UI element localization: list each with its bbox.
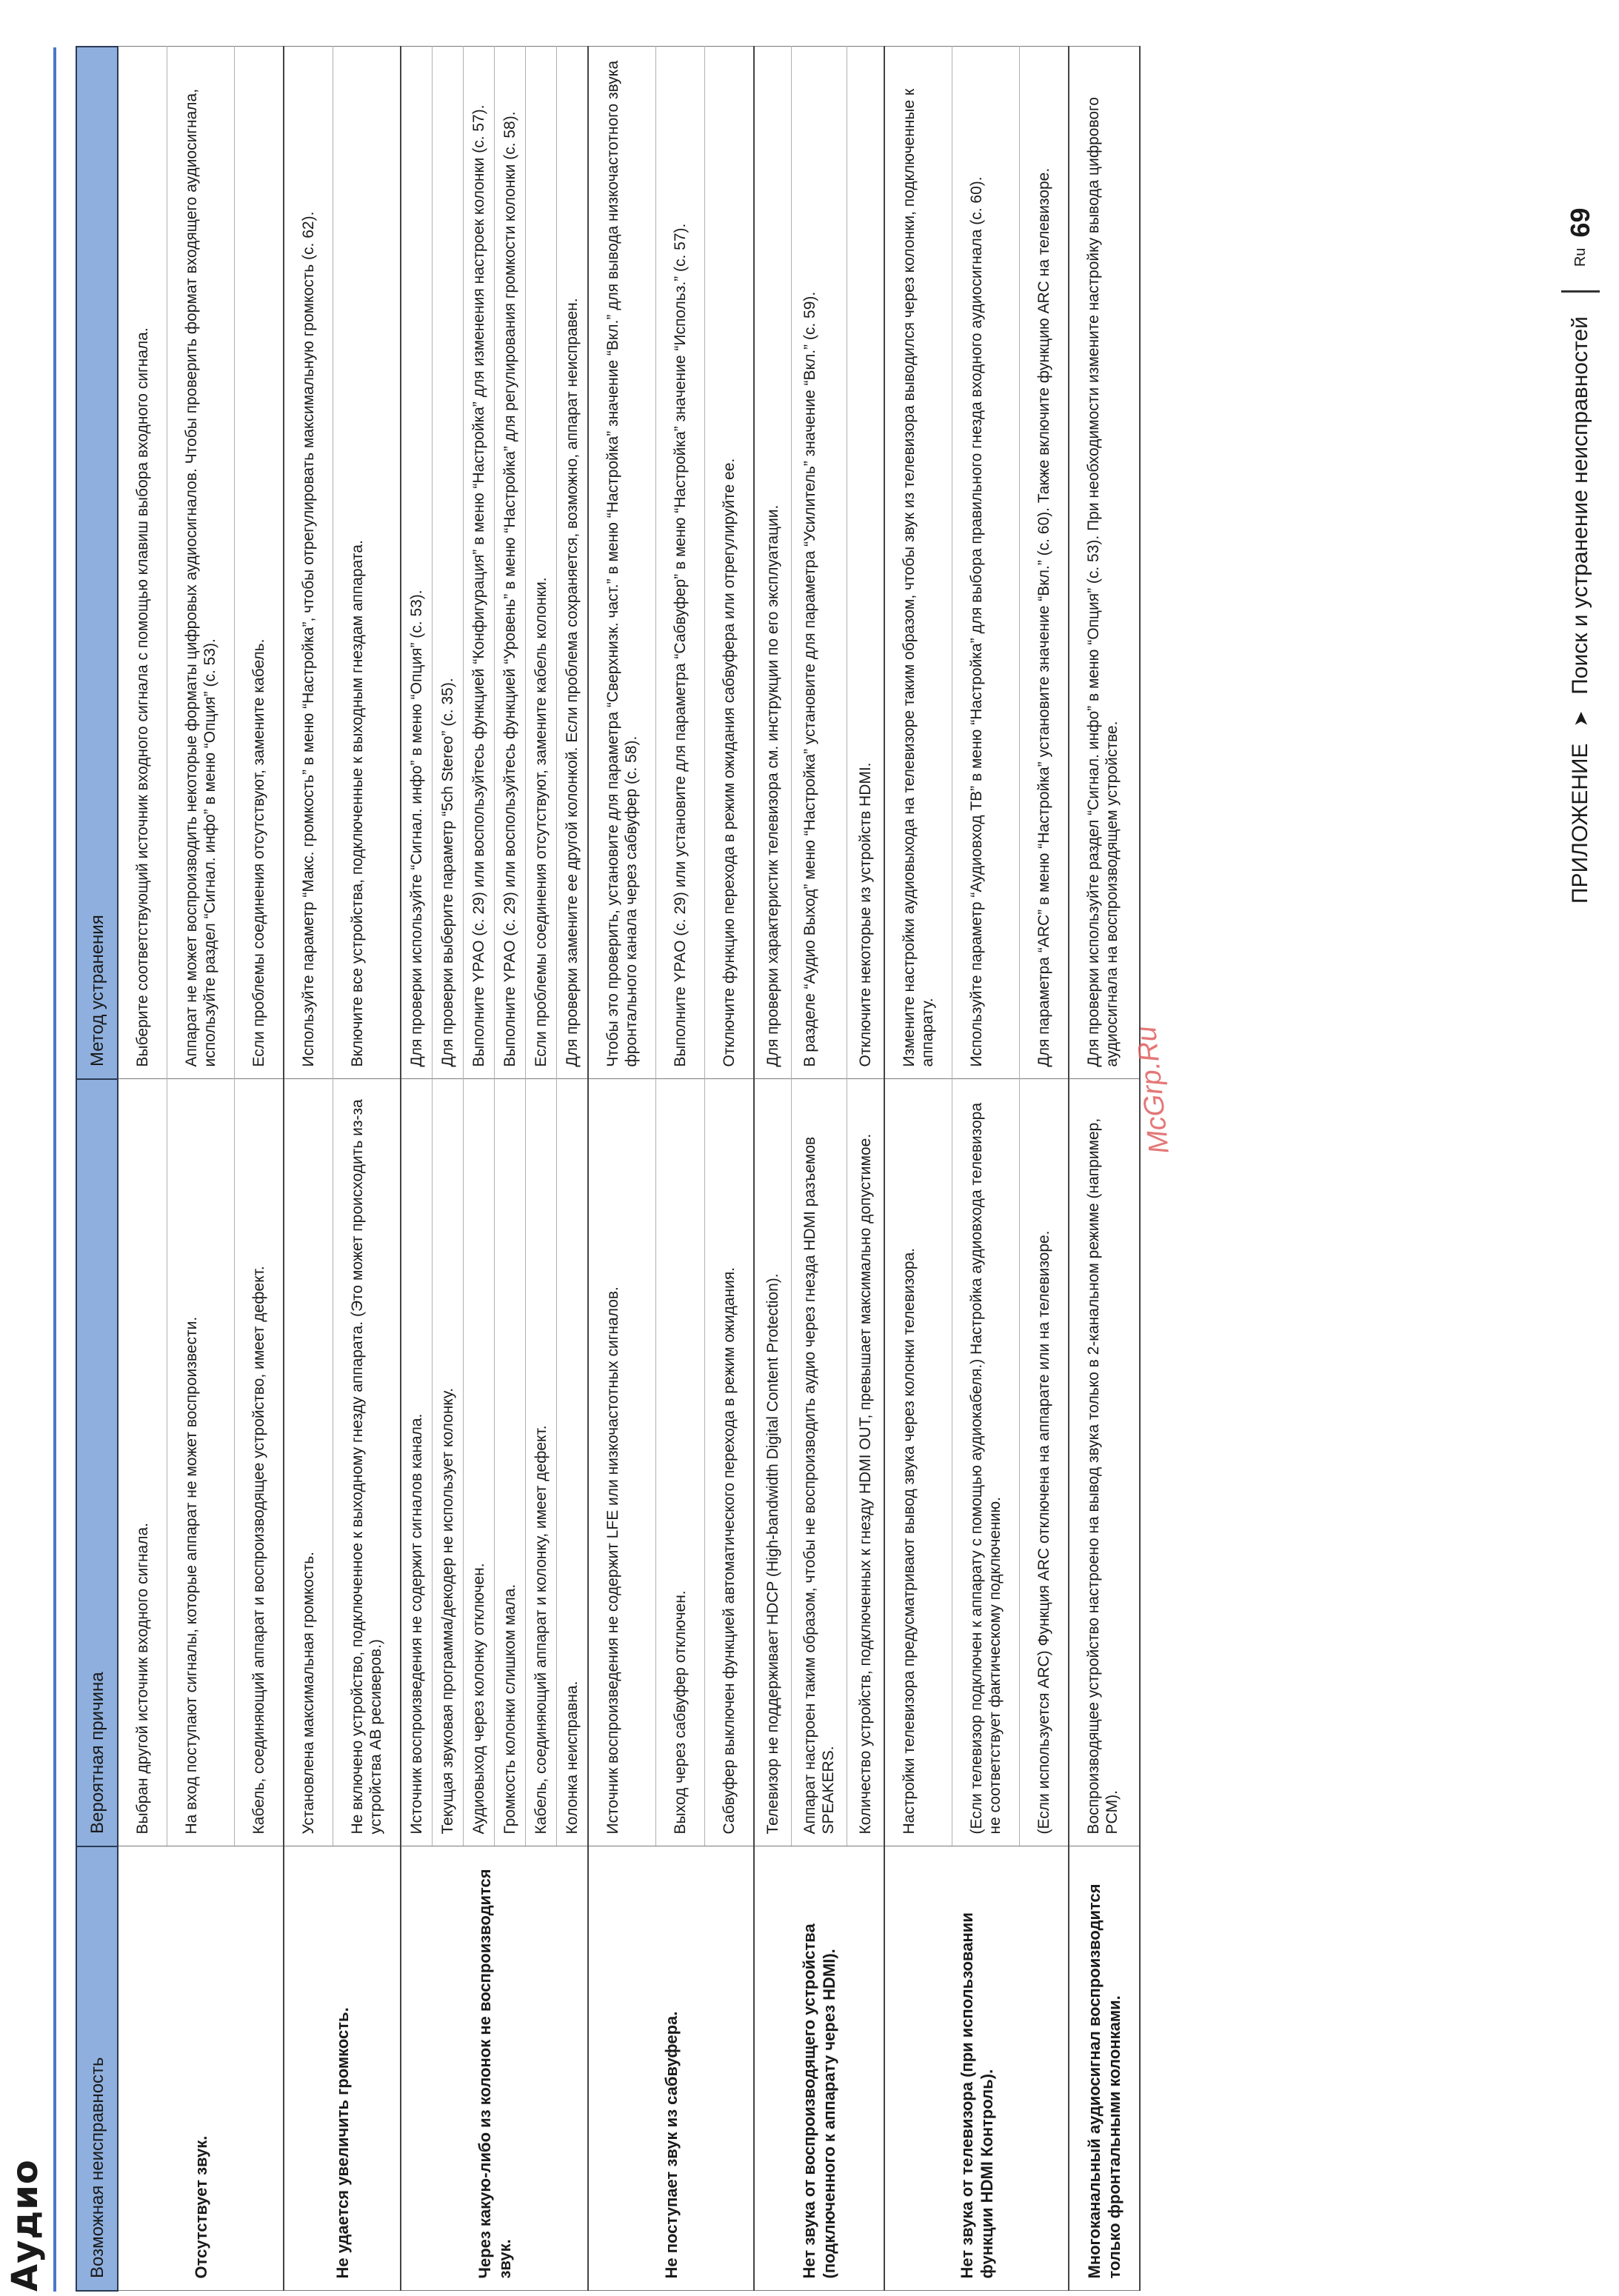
remedy-cell: Для проверки выберите параметр “5ch Stereo” (с. 35). <box>433 47 464 1079</box>
table-row <box>284 47 333 2291</box>
remedy-cell: Используйте параметр “Макс. громкость” в меню “Настройка”, чтобы отрегулировать максимальную громкость (с. 62). <box>284 47 333 1079</box>
arrow-right-icon: ➤ <box>1569 710 1592 727</box>
remedy-cell: Для проверки используйте раздел “Сигнал. инфо” в меню “Опция” (с. 53). При необходимости измените настройку вывода цифрового аудиосигнала на воспроизводящем устройстве. <box>1069 47 1140 1079</box>
footer-appendix: ПРИЛОЖЕНИЕ <box>1568 743 1592 904</box>
remedy-cell: Для проверки характеристик телевизора см. инструкции по его эксплуатации. <box>754 47 792 1079</box>
section-title: Аудио <box>4 2159 46 2292</box>
language-code: Ru <box>1572 247 1589 267</box>
problem-cell: Отсутствует звук. <box>118 1846 284 2291</box>
footer-divider <box>1561 290 1600 293</box>
problem-cell: Через какую-либо из колонок не воспроизводится звук. <box>401 1846 588 2291</box>
header-remedy: Метод устранения <box>76 47 118 1079</box>
remedy-cell: Для проверки используйте “Сигнал. инфо” в меню “Опция” (с. 53). <box>401 47 433 1079</box>
cause-cell: Источник воспроизведения не содержит LFE или низкочастотных сигналов. <box>588 1079 656 1846</box>
table-row <box>118 47 167 2291</box>
cause-cell: (Если используется ARC) Функция ARC отключена на аппарате или на телевизоре. <box>1020 1079 1069 1846</box>
remedy-cell: Выберите соответствующий источник входного сигнала с помощью клавиш выбора входного сигнала. <box>118 47 167 1079</box>
cause-cell: Сабвуфер выключен функцией автоматического перехода в режим ожидания. <box>705 1079 755 1846</box>
cause-cell: На вход поступают сигналы, которые аппарат не может воспроизвести. <box>167 1079 235 1846</box>
remedy-cell: В разделе “Аудио Выход” меню “Настройка” установите для параметра “Усилитель” значение “Вкл.” (с. 59). <box>792 47 847 1079</box>
title-rule <box>53 47 56 2292</box>
cause-cell: Источник воспроизведения не содержит сигналов канала. <box>401 1079 433 1846</box>
page-footer <box>1561 208 1600 904</box>
table-header-row <box>76 47 118 2291</box>
cause-cell: Телевизор не поддерживает HDCP (High-bandwidth Digital Content Protection). <box>754 1079 792 1846</box>
remedy-cell: Измените настройки аудиовыхода на телевизоре таким образом, чтобы звук из телевизора выводился через колонки, подключенные к аппарату. <box>884 47 952 1079</box>
cause-cell: Аппарат настроен таким образом, чтобы не воспроизводить аудио через гнезда HDMI разъемов SPEAKERS. <box>792 1079 847 1846</box>
cause-cell: Количество устройств, подключенных к гнезду HDMI OUT, превышает максимально допустимое. <box>847 1079 885 1846</box>
remedy-cell: Выполните YPAO (с. 29) или воспользуйтесь функцией “Конфигурация” в меню “Настройка” для изменения настроек колонки (с. 57). <box>464 47 495 1079</box>
cause-cell: Кабель, соединяющий аппарат и колонку, имеет дефект. <box>526 1079 557 1846</box>
remedy-cell: Аппарат не может воспроизводить некоторые форматы цифровых аудиосигналов. Чтобы проверить формат входящего аудиосигнала, используйте раздел “Сигнал. инфо” в меню “Опция” (с. 53). <box>167 47 235 1079</box>
watermark: McGrp.Ru <box>1130 1024 1175 1155</box>
remedy-cell: Используйте параметр “Аудиовход ТВ” в меню “Настройка” для выбора правильного гнезда входного аудиосигнала (с. 60). <box>952 47 1020 1079</box>
remedy-cell: Если проблемы соединения отсутствуют, замените кабель колонки. <box>526 47 557 1079</box>
cause-cell: Не включено устройство, подключенное к выходному гнезду аппарата. (Это может происходить из-за устройства AB ресиверов.) <box>333 1079 401 1846</box>
problem-cell: Не поступает звук из сабвуфера. <box>588 1846 754 2291</box>
remedy-cell: Отключите функцию перехода в режим ожидания сабвуфера или отрегулируйте ее. <box>705 47 755 1079</box>
cause-cell: Настройки телевизора предусматривают вывод звука через колонки телевизора. <box>884 1079 952 1846</box>
problem-cell: Нет звука от воспроизводящего устройства (подключенного к аппарату через HDMI). <box>754 1846 884 2291</box>
remedy-cell: Если проблемы соединения отсутствуют, замените кабель. <box>235 47 284 1079</box>
cause-cell: Выбран другой источник входного сигнала. <box>118 1079 167 1846</box>
cause-cell: Колонка неисправна. <box>557 1079 589 1846</box>
cause-cell: Выход через сабвуфер отключен. <box>656 1079 705 1846</box>
remedy-cell: Отключите некоторые из устройств HDMI. <box>847 47 885 1079</box>
problem-cell: Многоканальный аудиосигнал воспроизводится только фронтальными колонками. <box>1069 1846 1140 2291</box>
header-problem: Возможная неисправность <box>76 1846 118 2291</box>
table-row <box>401 47 433 2291</box>
table-row <box>588 47 656 2291</box>
table-row <box>884 47 952 2291</box>
remedy-cell: Выполните YPAO (с. 29) или установите для параметра “Сабвуфер” в меню “Настройка” значение “Использ.” (с. 57). <box>656 47 705 1079</box>
remedy-cell: Для проверки замените ее другой колонкой. Если проблема сохраняется, возможно, аппарат неисправен. <box>557 47 589 1079</box>
footer-section-link[interactable]: Поиск и устранение неисправностей <box>1568 316 1592 695</box>
table-row <box>754 47 792 2291</box>
table-row <box>1069 47 1140 2291</box>
page-number: 69 <box>1565 207 1595 238</box>
remedy-cell: Выполните YPAO (с. 29) или воспользуйтесь функцией “Уровень” в меню “Настройка” для регулирования громкости колонки (с. 58). <box>495 47 526 1079</box>
cause-cell: Громкость колонки слишком мала. <box>495 1079 526 1846</box>
remedy-cell: Чтобы это проверить, установите для параметра “Сверхнизк. част.” в меню “Настройка” значение “Вкл.” для вывода низкочастотного звука фронтального канала через сабвуфер (с. 58). <box>588 47 656 1079</box>
cause-cell: Кабель, соединяющий аппарат и воспроизводящее устройство, имеет дефект. <box>235 1079 284 1846</box>
cause-cell: Текущая звуковая программа/декодер не использует колонку. <box>433 1079 464 1846</box>
cause-cell: Установлена максимальная громкость. <box>284 1079 333 1846</box>
cause-cell: (Если телевизор подключен к аппарату с помощью аудиокабеля.) Настройка аудиовхода телевизора не соответствует фактическому подключению. <box>952 1079 1020 1846</box>
header-cause: Вероятная причина <box>76 1079 118 1846</box>
cause-cell: Воспроизводящее устройство настроено на вывод звука только в 2-канальном режиме (например, PCM). <box>1069 1079 1140 1846</box>
problem-cell: Нет звука от телевизора (при использовании функции HDMI Контроль). <box>884 1846 1069 2291</box>
cause-cell: Аудиовыход через колонку отключен. <box>464 1079 495 1846</box>
remedy-cell: Для параметра “ARC” в меню “Настройка” установите значение “Вкл.” (с. 60). Также включите функцию ARC на телевизоре. <box>1020 47 1069 1079</box>
remedy-cell: Включите все устройства, подключенные к выходным гнездам аппарата. <box>333 47 401 1079</box>
problem-cell: Не удается увеличить громкость. <box>284 1846 401 2291</box>
troubleshooting-table <box>76 46 1141 2292</box>
